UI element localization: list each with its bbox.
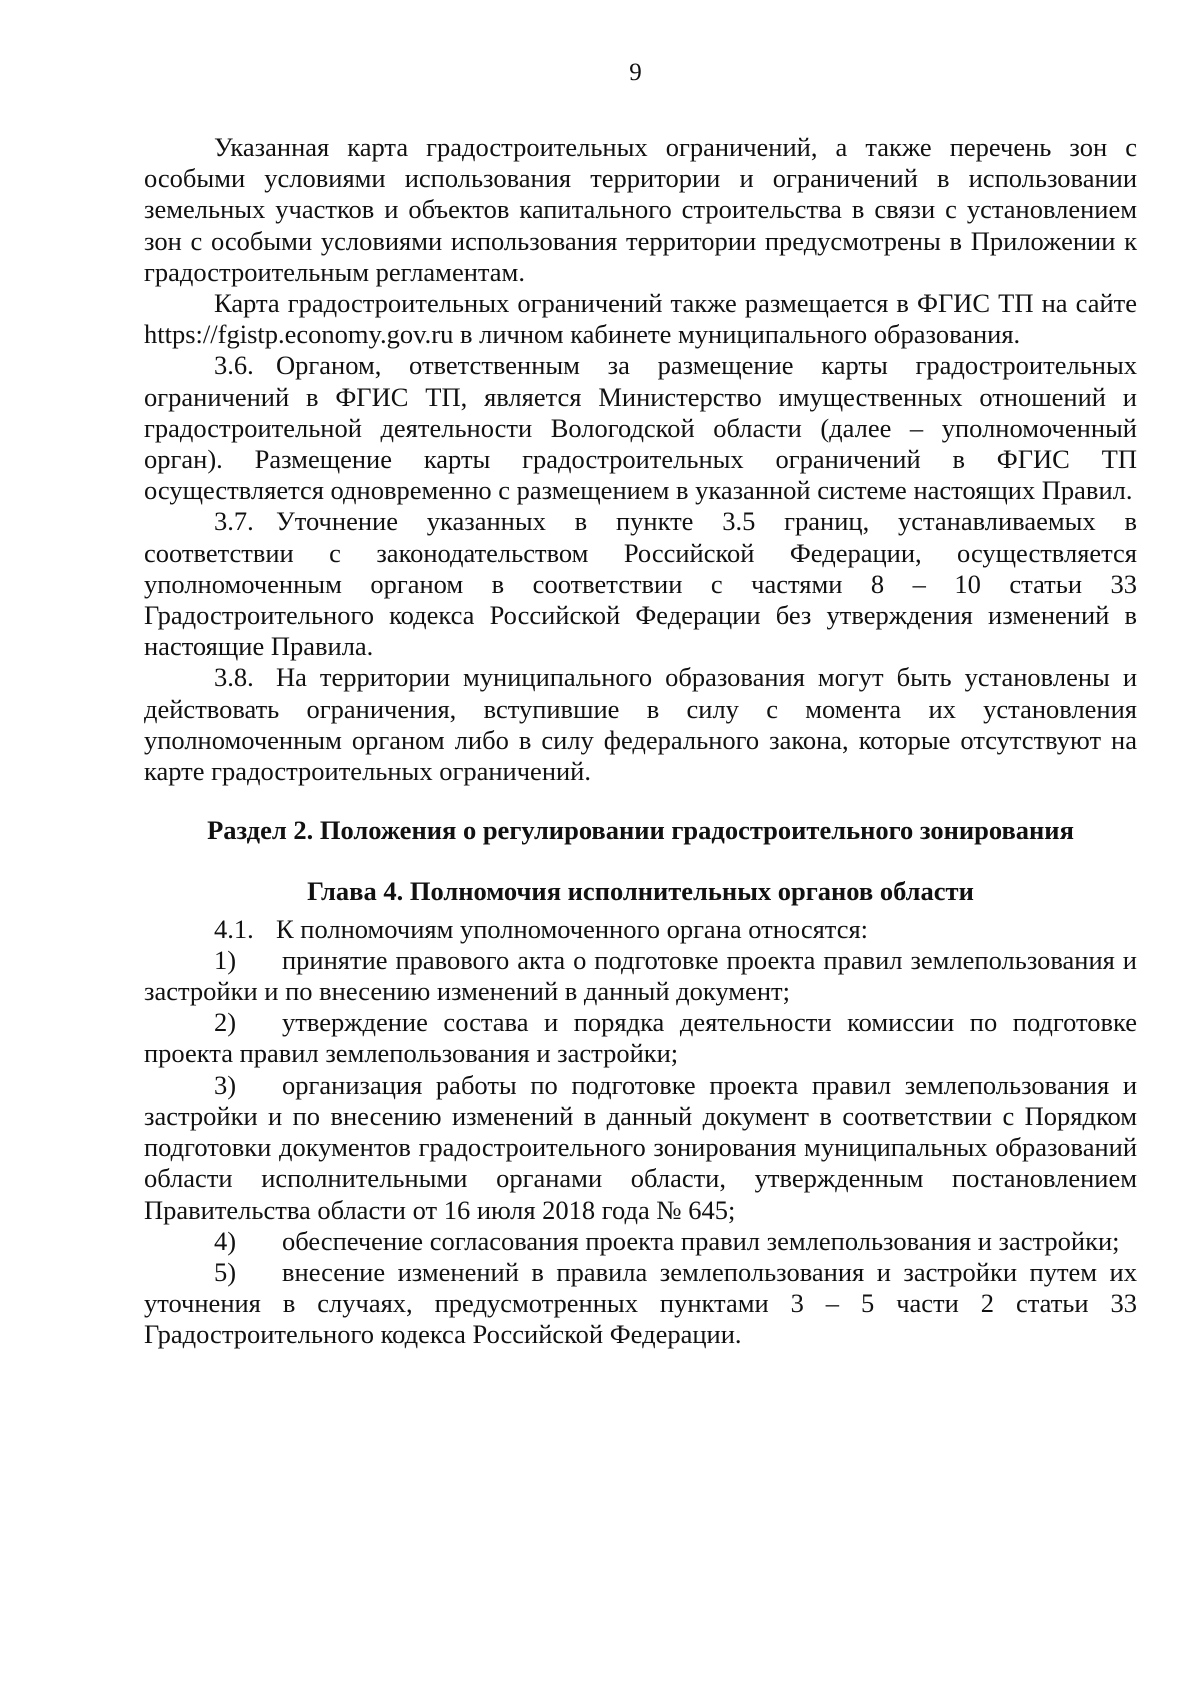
item-number: 3.8. <box>214 662 254 693</box>
item-number: 3.6. <box>214 350 254 381</box>
item-text: К полномочиям уполномоченного органа относятся: <box>276 913 869 944</box>
item-3-6 <box>144 350 1137 506</box>
subitem-1 <box>144 945 1137 1007</box>
page-number: 9 <box>629 59 642 86</box>
item-text: утверждение состава и порядка деятельности комиссии по подготовке проекта правил землепользования и застройки; <box>144 1007 1137 1069</box>
item-text: внесение изменений в правила землепользования и застройки путем их уточнения в случаях, предусмотренных пунктами 3 – 5 части 2 статьи 33 Градостроительного кодекса Российской Федерации. <box>144 1256 1137 1350</box>
item-3-8 <box>144 662 1137 787</box>
item-number: 5) <box>214 1256 237 1287</box>
item-number: 4) <box>214 1225 237 1256</box>
item-text: Уточнение указанных в пункте 3.5 границ, устанавливаемых в соответствии с законодательством Российской Федерации, осуществляется уполномоченным органом в соответствии с частями 8 – 10 статьи 33 Градостроительного кодекса Российской Федерации без утверждения изменений в настоящие Правила. <box>144 506 1137 662</box>
subitem-2 <box>144 1007 1137 1069</box>
item-4-1 <box>144 914 1137 945</box>
item-number: 1) <box>214 944 237 975</box>
subitem-4 <box>144 1226 1137 1257</box>
item-text: организация работы по подготовке проекта правил землепользования и застройки и по внесению изменений в данный документ в соответствии с Порядком подготовки документов градостроительного зонирования муниципальных образований области исполнительными органами области, утвержденным постановлением Правительства области от 16 июля 2018 года № 645; <box>144 1069 1137 1225</box>
subitem-5 <box>144 1257 1137 1351</box>
paragraph-map-list: Указанная карта градостроительных ограничений, а также перечень зон с особыми условиями использования территории и ограничений в использовании земельных участков и объектов капитального строительства в связи с установлением зон с особыми условиями использования территории предусмотрены в Приложении к градостроительным регламентам. <box>144 132 1137 287</box>
subitem-3 <box>144 1070 1137 1226</box>
chapter-heading: Глава 4. Полномочия исполнительных органов области <box>307 876 974 907</box>
section-heading: Раздел 2. Положения о регулировании градостроительного зонирования <box>207 815 1074 846</box>
item-text: Органом, ответственным за размещение карты градостроительных ограничений в ФГИС ТП, является Министерство имущественных отношений и градостроительной деятельности Вологодской области (далее – уполномоченный орган). Размещение карты градостроительных ограничений в ФГИС ТП осуществляется одновременно с размещением в указанной системе настоящих Правил. <box>144 350 1137 506</box>
item-number: 3.7. <box>214 506 254 537</box>
item-text: принятие правового акта о подготовке проекта правил землепользования и застройки и по внесению изменений в данный документ; <box>144 944 1137 1007</box>
item-number: 3) <box>214 1069 237 1100</box>
item-text: На территории муниципального образования могут быть установлены и действовать ограничения, вступившие в силу с момента их установления уполномоченным органом либо в силу федерального закона, которые отсутствуют на карте градостроительных ограничений. <box>144 662 1137 787</box>
item-3-7 <box>144 506 1137 662</box>
item-number: 4.1. <box>214 913 254 944</box>
item-number: 2) <box>214 1007 237 1038</box>
item-text: обеспечение согласования проекта правил землепользования и застройки; <box>282 1225 1120 1256</box>
paragraph-map-fgis: Карта градостроительных ограничений также размещается в ФГИС ТП на сайте https://fgistp.economy.gov.ru в личном кабинете муниципального образования. <box>144 288 1137 350</box>
